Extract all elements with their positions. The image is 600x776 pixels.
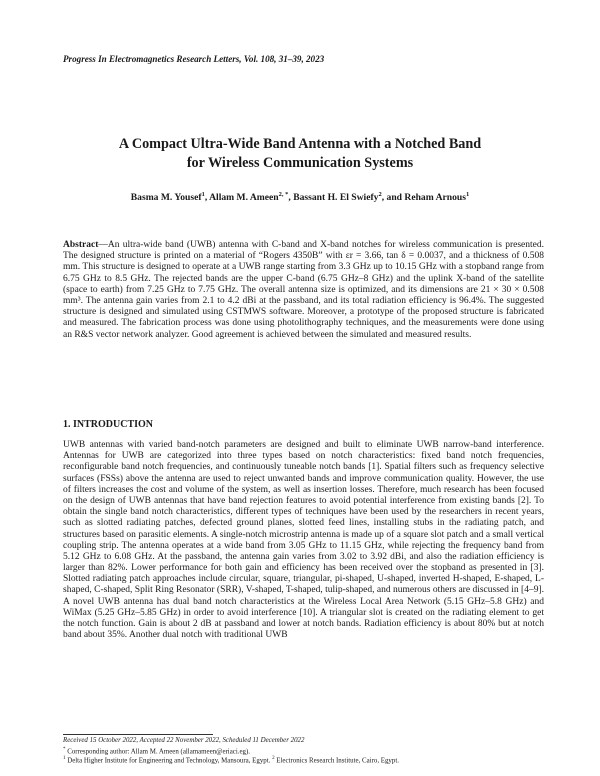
author-separator: , <box>204 192 210 204</box>
footnote-mark: * <box>63 747 66 752</box>
author-affiliation: 2 <box>378 191 382 198</box>
author-name: Basma M. Yousef <box>130 192 202 204</box>
section-heading: 1. INTRODUCTION <box>63 419 154 430</box>
paper-title <box>40 135 560 173</box>
corresponding-author-text: Corresponding author: Allam M. Ameen (allamameen@eriaci.eg). <box>65 748 250 756</box>
journal-citation: Progress In Electromagnetics Research Letters, Vol. 108, 31–39, 2023 <box>63 54 325 64</box>
received-dates: Received 15 October 2022, Accepted 22 November 2022, Scheduled 11 December 2022 <box>63 737 305 744</box>
author-affiliation: 1 <box>465 191 470 198</box>
author-name: Bassant H. El Swiefy <box>293 192 379 204</box>
affiliation-1: Delta Higher Institute for Engineering and Technology, Mansoura, Egypt. <box>65 757 271 765</box>
author-separator: , and <box>381 192 405 204</box>
title-line-1: A Compact Ultra-Wide Band Antenna with a Notched Band <box>118 136 482 152</box>
affiliation-2: Electronics Research Institute, Cairo, Egypt. <box>274 757 399 765</box>
footnote-rule <box>63 734 213 735</box>
author-name: Reham Arnous <box>404 192 466 204</box>
abstract-text: —An ultra-wide band (UWB) antenna with C-band and X-band notches for wireless communication is presented. The designed structure is printed on a material of “Rogers 4350B” with εr = 3.66, tan δ = 0.0037, and a thickness of 0.508 mm. This structure is designed to operate at a UWB range starting from 3.3 GHz up to 10.15 GHz with a stopband range from 6.75 GHz to 8.5 GHz. The rejected bands are the upper C-band (6.75 GHz–8 GHz) and the uplink X-band of the satellite (space to earth) from 7.25 GHz to 7.75 GHz. The overall antenna size is optimized, and its dimensions are 21 × 30 × 0.508 mm³. The antenna gain varies from 2.1 to 4.2 dBi at the passband, and its total radiation efficiency is 96.4%. The suggested structure is designed and simulated using CSTMWS software. Moreover, a prototype of the proposed structure is fabricated and measured. The fabrication process was done using photolithography techniques, and the measurements were done using an R&S vector network analyzer. Good agreement is achieved between the simulated and measured results. <box>63 240 544 340</box>
author-name: Allam M. Ameen <box>209 192 279 204</box>
author-affiliation: 1 <box>201 191 205 198</box>
abstract-label: Abstract <box>63 240 99 250</box>
author-list <box>40 191 560 203</box>
title-line-2: for Wireless Communication Systems <box>186 155 414 171</box>
abstract <box>63 240 544 341</box>
author-separator: , <box>288 192 294 204</box>
affiliations-note <box>63 755 553 766</box>
author-affiliation: 2, * <box>278 191 289 198</box>
footnote-mark: 1 <box>63 756 66 761</box>
introduction-text: UWB antennas with varied band-notch parameters are designed and built to eliminate UWB narrow-band interference. Antennas for UWB are categorized into three types based on notch characteristics: fixed band notch frequencies, reconfigurable band notch frequencies, and continuously tuneable notch bands [1]. Spatial filters such as frequency selective surfaces (FSSs) above the antenna are used to reject unwanted bands and improve communication quality. However, the use of filters increases the cost and volume of the system, as well as insertion losses. Therefore, much research has been focused on the design of UWB antennas that have band rejection features to avoid potential interference from existing bands [2]. To obtain the single band notch characteristics, different types of techniques have been used by the researchers in recent years, such as slotted radiating patches, defected ground planes, slotted feed lines, installing stubs in the radiating patch, and structures based on parasitic elements. A single-notch microstrip antenna is made up of a square slot patch and a small vertical coupling strip. The antenna operates at a wide band from 3.05 GHz to 11.15 GHz, while rejecting the frequency band from 5.12 GHz to 6.08 GHz. At the passband, the antenna gain varies from 3.02 to 3.92 dBi, and also the radiation efficiency is larger than 82%. Lower performance for both gain and efficiency has been received over the stopband as presented in [3]. Slotted radiating patch approaches include circular, square, triangular, pi-shaped, U-shaped, inverted H-shaped, E-shaped, L-shaped, C-shaped, Split Ring Resonator (SRR), V-shaped, T-shaped, tulip-shaped, and numerous others are discussed in [4–9]. A novel UWB antenna has dual band notch characteristics at the Wireless Local Area Network (5.15 GHz–5.8 GHz) and WiMax (5.25 GHz–5.85 GHz) in order to avoid interference [10]. A triangular slot is created on the radiating element to get the notch function. Gain is about 2 dB at passband and lower at notch bands. Radiation efficiency is about 80% but at notch band about 35%. Another dual notch with traditional UWB <box>63 440 544 641</box>
footnote-mark: 2 <box>272 756 275 761</box>
